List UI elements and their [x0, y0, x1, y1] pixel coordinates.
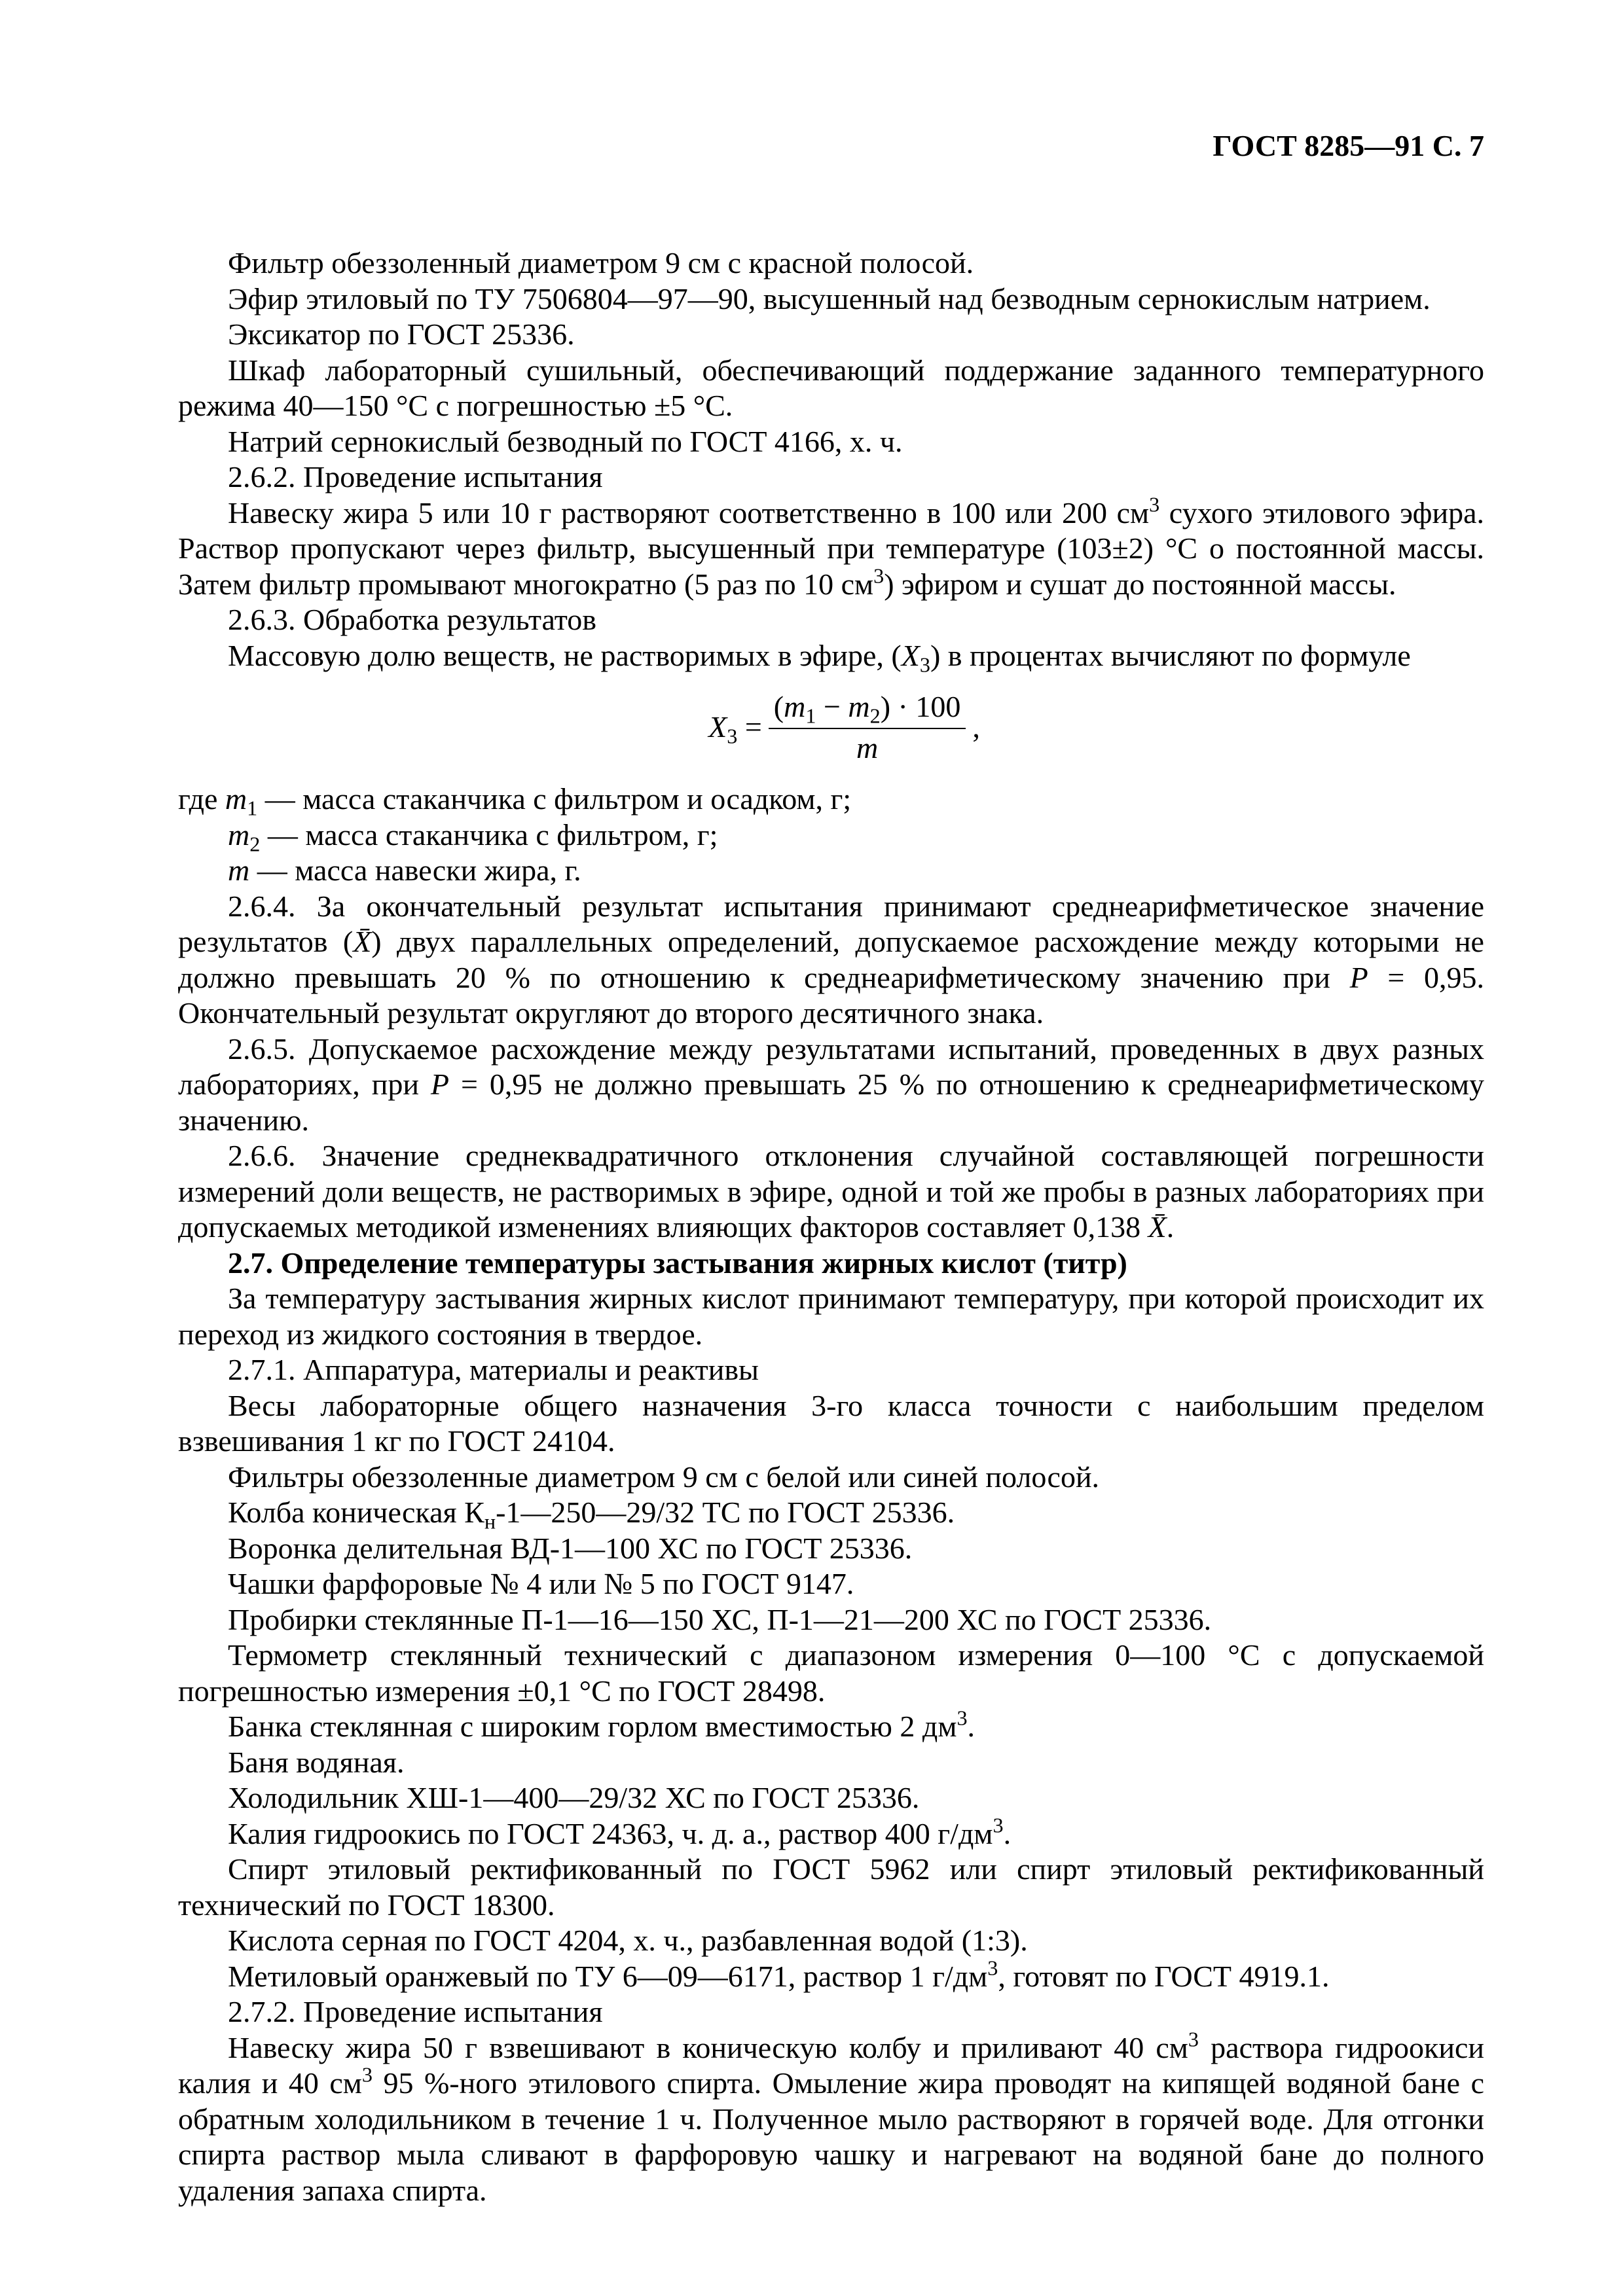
paragraph [178, 602, 1484, 638]
text-run: Метиловый оранжевый по ТУ 6—09—6171, раствор 1 г/дм [228, 1959, 988, 1993]
formula-comma: , [972, 710, 980, 744]
paragraph [178, 817, 1484, 856]
text-run: = 0,95. Окончательный результат округляют до второго десятичного знака. [178, 960, 1484, 1030]
text-run: Фильтр обеззоленный диаметром 9 см с красной полосой. [228, 246, 974, 279]
paragraph [178, 853, 1484, 889]
text-run: , готовят по ГОСТ 4919.1. [998, 1959, 1330, 1993]
formula-x3 [178, 673, 1484, 781]
paragraph [178, 317, 1484, 353]
text-run: Натрий сернокислый безводный по ГОСТ 4166, х. ч. [228, 424, 903, 458]
text-run: Эфир этиловый по ТУ 7506804—97—90, высушенный над безводным сернокислым натрием. [228, 281, 1431, 315]
paragraph [178, 424, 1484, 460]
text-run: Воронка делительная ВД-1—100 ХС по ГОСТ 25336. [228, 1531, 913, 1565]
text-run: 2.7.1. Аппаратура, материалы и реактивы [228, 1353, 759, 1386]
text-run: m [228, 817, 250, 852]
text-run: Навеску жира 5 или 10 г растворяют соответственно в 100 или 200 см [228, 495, 1150, 529]
text-run: Калия гидроокись по ГОСТ 24363, ч. д. а., раствор 400 г/дм [228, 1816, 993, 1850]
text-run: = 0,95 не должно превышать 25 % по отношению к среднеарифметическому значению. [178, 1067, 1485, 1137]
text-run: Колба коническая К [228, 1496, 484, 1529]
paragraph [178, 1531, 1484, 1567]
text-run: Баня водяная. [228, 1745, 405, 1779]
text-run: 3 [1149, 492, 1160, 516]
paragraph [178, 1638, 1484, 1709]
text-run: X̄ [1148, 1210, 1167, 1244]
text-run: 3 [727, 724, 738, 748]
text-run: 2.6.5. Допускаемое расхождение между результатами испытаний, проведенных в двух разных лабораториях, при [178, 1031, 1484, 1101]
text-run: — масса навески жира, г. [249, 853, 581, 887]
text-run: . [967, 1710, 976, 1743]
page-header: ГОСТ 8285—91 С. 7 [1213, 129, 1484, 162]
paragraph [178, 1812, 1484, 1852]
paragraph [178, 638, 1484, 677]
text-run: Фильтры обеззоленные диаметром 9 см с белой или синей полосой. [228, 1460, 1100, 1494]
paragraph [178, 1281, 1484, 1352]
text-run: m [848, 690, 870, 723]
text-run: 1 [247, 796, 258, 820]
text-run: 2.6.4. За окончательный результат испытания принимают среднеарифметическое значение результатов ( [178, 889, 1484, 958]
text-run: X̄ [353, 925, 372, 958]
text-run: 3 [987, 1955, 998, 1979]
text-run: 2 [249, 832, 261, 856]
text-run: За температуру застывания жирных кислот принимают температуру, при которой происходит их переход из жидкого состояния в твердое. [178, 1282, 1484, 1351]
text-run: = [737, 710, 762, 744]
text-run: ) в процентах вычисляют по формуле [930, 638, 1411, 672]
paragraph [178, 459, 1484, 495]
text-run: ( [773, 690, 784, 723]
text-run: 3 [873, 563, 884, 587]
text-run: ) двух параллельных определений, допускаемое расхождение между которыми не должно превышать 20 % по отношению к среднеарифметическому значению при [178, 925, 1484, 994]
paragraph [178, 1852, 1484, 1923]
text-run: Эксикатор по ГОСТ 25336. [228, 317, 575, 351]
document-body [178, 245, 1484, 2208]
text-run: 3 [957, 1706, 968, 1730]
text-run: Кислота серная по ГОСТ 4204, х. ч., разбавленная водой (1:3). [228, 1924, 1028, 1957]
paragraph [178, 245, 1484, 281]
paragraph [178, 1388, 1484, 1460]
paragraph [178, 492, 1485, 603]
text-run: m [225, 782, 247, 816]
paragraph [178, 889, 1484, 1031]
paragraph [178, 1955, 1484, 1995]
formula-lhs [708, 709, 762, 748]
text-run: X [901, 638, 920, 672]
text-run: 95 %-ного этилового спирта. Омыление жира проводят на кипящей водяной бане с обратным холодильником в течение 1 ч. Полученное мыло растворяют в горячей воде. Для отгонки спирта раствор мыла сливают в фарфоровую чашку и нагревают на водяной бане до полного удаления запаха спирта. [178, 2066, 1484, 2207]
paragraph [178, 1994, 1484, 2030]
text-run: Чашки фарфоровые № 4 или № 5 по ГОСТ 9147. [228, 1567, 854, 1600]
text-run: m [228, 853, 250, 887]
paragraph [178, 1460, 1484, 1496]
formula-numerator [769, 689, 966, 729]
paragraph [178, 2026, 1484, 2209]
paragraph [178, 1031, 1484, 1139]
text-run: где [178, 782, 225, 816]
text-run: — масса стаканчика с фильтром и осадком, г; [257, 782, 852, 816]
text-run: 3 [1188, 2026, 1199, 2051]
text-run: m [856, 730, 879, 764]
text-run: Пробирки стеклянные П-1—16—150 ХС, П-1—21—200 ХС по ГОСТ 25336. [228, 1602, 1212, 1636]
text-run: X [708, 710, 727, 744]
paragraph [178, 281, 1484, 317]
text-run: 1 [805, 704, 816, 728]
paragraph [178, 1495, 1484, 1534]
text-run: Весы лабораторные общего назначения 3-го класса точности с наибольшим пределом взвешивания 1 кг по ГОСТ 24104. [178, 1388, 1484, 1458]
paragraph [178, 1566, 1484, 1602]
text-run: Массовую долю веществ, не растворимых в эфире, ( [228, 638, 902, 672]
formula-denominator [856, 729, 878, 766]
text-run: Термометр стеклянный технический с диапазоном измерения 0—100 °С с допускаемой погрешностью измерения ±0,1 °С по ГОСТ 28498. [178, 1638, 1484, 1708]
text-run: 3 [919, 653, 930, 677]
text-run: Банка стеклянная с широким горлом вместимостью 2 дм [228, 1710, 957, 1743]
text-run: ) эфиром и сушат до постоянной массы. [884, 567, 1396, 601]
paragraph [178, 1138, 1484, 1246]
text-run: Холодильник ХШ-1—400—29/32 ХС по ГОСТ 25336. [228, 1781, 920, 1814]
section-heading [178, 1246, 1484, 1282]
text-run: сухого этилового эфира. Раствор пропускают через фильтр, высушенный при температуре (103±2) °С о постоянной массы. Затем фильтр промывают многократно (5 раз по 10 см [178, 495, 1485, 601]
paragraph [178, 1352, 1484, 1388]
text-run: . [1166, 1210, 1175, 1244]
paragraph [178, 1923, 1484, 1959]
text-run: 2.7.2. Проведение испытания [228, 1995, 603, 2028]
text-run: m [784, 690, 806, 723]
text-run: − [816, 690, 848, 723]
paragraph [178, 781, 1484, 820]
paragraph [178, 1602, 1484, 1638]
text-run: 3 [993, 1812, 1004, 1837]
text-run: 2.6.6. Значение среднеквадратичного отклонения случайной составляющей погрешности измерений доли веществ, не растворимых в эфире, одной и той же пробы в разных лабораториях при допускаемых методикой изменениях влияющих факторов составляет 0,138 [178, 1139, 1484, 1244]
text-run: н [484, 1509, 496, 1534]
text-run: 2.6.2. Проведение испытания [228, 460, 603, 493]
paragraph [178, 1780, 1484, 1816]
formula-fraction [769, 689, 966, 766]
text-run: Навеску жира 50 г взвешивают в коническую колбу и приливают 40 см [228, 2030, 1188, 2064]
text-run: -1—250—29/32 ТС по ГОСТ 25336. [496, 1496, 955, 1529]
text-run: 2.6.3. Обработка результатов [228, 603, 596, 636]
text-run: . [1003, 1816, 1012, 1850]
text-run: Спирт этиловый ректификованный по ГОСТ 5962 или спирт этиловый ректификованный технический по ГОСТ 18300. [178, 1852, 1484, 1922]
text-run: раствора гидроокиси калия и 40 см [178, 2030, 1484, 2100]
text-run: ) · 100 [880, 690, 961, 723]
text-run: Шкаф лабораторный сушильный, обеспечивающий поддержание заданного температурного режима 40—150 °С с погрешностью ±5 °С. [178, 353, 1484, 422]
paragraph [178, 1745, 1484, 1781]
text-run: — масса стаканчика с фильтром, г; [260, 817, 718, 852]
paragraph [178, 353, 1484, 424]
text-run: P [1349, 960, 1368, 994]
text-run: 2.7. Определение температуры застывания жирных кислот (титр) [228, 1246, 1127, 1280]
text-run: P [430, 1067, 450, 1101]
paragraph [178, 1706, 1484, 1745]
text-run: 3 [361, 2062, 373, 2087]
text-run: 2 [869, 704, 881, 728]
